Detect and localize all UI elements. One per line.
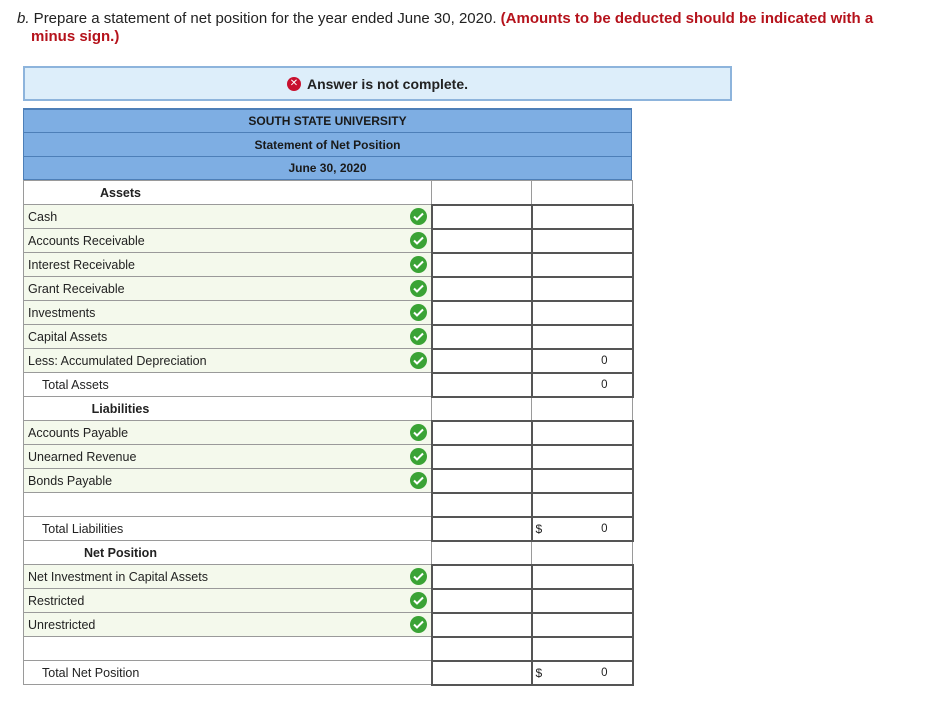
statement-row-restricted	[24, 589, 633, 613]
statement-row-total-net-position	[24, 661, 633, 685]
account-select-net-investment-in-capital-assets[interactable]	[24, 565, 432, 589]
account-label-text: Grant Receivable	[28, 281, 125, 296]
account-select-restricted[interactable]	[24, 589, 432, 613]
amount-input-col1[interactable]	[432, 565, 532, 589]
amount-input-col1[interactable]	[432, 205, 532, 229]
statement-row-net-investment-in-capital-assets	[24, 565, 633, 589]
section-heading-net-position	[24, 541, 432, 565]
check-icon	[410, 616, 427, 633]
account-select-bonds-payable[interactable]	[24, 469, 432, 493]
currency-symbol: $	[535, 521, 543, 536]
check-icon	[410, 280, 427, 297]
instruction-line-2	[17, 28, 917, 46]
section-heading-liabilities	[24, 397, 432, 421]
total-amount-cell[interactable]	[532, 517, 633, 541]
statement-row-total-liabilities	[24, 517, 633, 541]
statement-row-unrestricted	[24, 613, 633, 637]
account-select-unearned-revenue[interactable]	[24, 445, 432, 469]
statement-title: Statement of Net Position	[254, 137, 401, 152]
account-label-text: Cash	[28, 209, 58, 224]
amount-input-col2[interactable]	[532, 613, 633, 637]
amount-input-col2[interactable]	[532, 589, 633, 613]
amount-input-col2[interactable]	[532, 253, 633, 277]
amount-input-col1[interactable]	[432, 373, 532, 397]
check-icon	[410, 352, 427, 369]
statement-row-capital-assets	[24, 325, 633, 349]
account-label-text: Unearned Revenue	[28, 449, 137, 464]
check-icon	[410, 232, 427, 249]
amount-input-col1[interactable]	[432, 301, 532, 325]
total-label-total-liabilities	[24, 517, 432, 541]
amount-input-col2[interactable]	[532, 445, 633, 469]
account-label-text: Interest Receivable	[28, 257, 136, 272]
amount-input-col1[interactable]	[432, 517, 532, 541]
empty-cell	[432, 541, 532, 565]
answer-status-banner	[23, 66, 732, 101]
check-icon	[410, 424, 427, 441]
statement-org-header	[23, 108, 632, 132]
amount-input-col2[interactable]	[532, 229, 633, 253]
amount-input-col2[interactable]	[532, 277, 633, 301]
statement-row-blank	[24, 637, 633, 661]
amount-input-col1[interactable]	[432, 277, 532, 301]
statement-row-total-assets	[24, 373, 633, 397]
account-select-unrestricted[interactable]	[24, 613, 432, 637]
account-select-investments[interactable]	[24, 301, 432, 325]
account-select-capital-assets[interactable]	[24, 325, 432, 349]
empty-cell	[432, 181, 532, 205]
statement-row-less-accumulated-depreciation	[24, 349, 633, 373]
account-select-less-accumulated-depreciation[interactable]	[24, 349, 432, 373]
amount-input-col1[interactable]	[432, 661, 532, 685]
section-heading-text: Net Position	[84, 545, 157, 560]
account-label-text: Investments	[28, 305, 96, 320]
total-label-text: Total Net Position	[42, 665, 140, 680]
instruction-part-label: b.	[17, 10, 30, 27]
statement-of-net-position	[23, 108, 632, 686]
empty-cell	[532, 181, 633, 205]
statement-table	[23, 180, 634, 686]
check-icon	[410, 328, 427, 345]
amount-input-col2[interactable]	[532, 205, 633, 229]
x-circle-icon: ✕	[287, 77, 301, 91]
total-label-text: Total Assets	[42, 377, 109, 392]
section-heading-text: Liabilities	[91, 401, 150, 416]
statement-row-blank	[24, 493, 633, 517]
statement-title-header	[23, 132, 632, 156]
org-name: SOUTH STATE UNIVERSITY	[248, 114, 407, 128]
check-icon	[410, 472, 427, 489]
account-select-cash[interactable]	[24, 205, 432, 229]
statement-row-assets	[24, 181, 633, 205]
amount-value: 0	[601, 666, 608, 679]
statement-row-net-position	[24, 541, 633, 565]
total-label-text: Total Liabilities	[42, 521, 124, 536]
amount-input-col2[interactable]	[532, 349, 633, 373]
statement-date-header	[23, 156, 632, 180]
instruction-line-1	[17, 10, 917, 28]
total-label-total-assets	[24, 373, 432, 397]
amount-input-col2[interactable]	[532, 421, 633, 445]
instruction-text: Prepare a statement of net position for the year ended June 30, 2020.	[29, 10, 501, 27]
amount-input-col1[interactable]	[432, 421, 532, 445]
amount-input-col1[interactable]	[432, 469, 532, 493]
amount-input-col1[interactable]	[432, 589, 532, 613]
total-amount-cell[interactable]	[532, 373, 633, 397]
amount-value: 0	[601, 378, 608, 391]
statement-row-cash	[24, 205, 633, 229]
amount-input-col2[interactable]	[532, 301, 633, 325]
statement-row-interest-receivable	[24, 253, 633, 277]
account-label-text: Restricted	[28, 593, 85, 608]
empty-cell	[432, 397, 532, 421]
total-label-total-net-position	[24, 661, 432, 685]
section-heading-text: Assets	[100, 185, 141, 200]
amount-input-col1[interactable]	[432, 253, 532, 277]
amount-input-col1[interactable]	[432, 229, 532, 253]
empty-cell	[532, 541, 633, 565]
amount-input-col1[interactable]	[432, 637, 532, 661]
amount-input-col2[interactable]	[532, 637, 633, 661]
amount-input-col2[interactable]	[532, 493, 633, 517]
amount-value: 0	[601, 354, 608, 367]
check-icon	[410, 592, 427, 609]
answer-status-text: Answer is not complete.	[306, 75, 469, 92]
amount-input-col2[interactable]	[532, 469, 633, 493]
statement-row-accounts-receivable	[24, 229, 633, 253]
account-select-empty[interactable]	[24, 493, 432, 517]
check-icon	[410, 304, 427, 321]
instruction-note-1: (Amounts to be deducted should be indicated with a	[500, 10, 874, 27]
amount-input-col1[interactable]	[432, 445, 532, 469]
statement-date: June 30, 2020	[288, 161, 367, 175]
amount-input-col1[interactable]	[432, 349, 532, 373]
amount-input-col1[interactable]	[432, 493, 532, 517]
account-select-empty[interactable]	[24, 637, 432, 661]
instructions	[17, 10, 917, 46]
check-icon	[410, 208, 427, 225]
statement-row-investments	[24, 301, 633, 325]
account-label-text: Bonds Payable	[28, 473, 113, 488]
account-label-text: Accounts Receivable	[28, 233, 145, 248]
statement-row-grant-receivable	[24, 277, 633, 301]
account-select-interest-receivable[interactable]	[24, 253, 432, 277]
statement-row-bonds-payable	[24, 469, 633, 493]
empty-cell	[532, 397, 633, 421]
statement-row-liabilities	[24, 397, 633, 421]
account-select-accounts-receivable[interactable]	[24, 229, 432, 253]
check-icon	[410, 448, 427, 465]
statement-row-accounts-payable	[24, 421, 633, 445]
account-label-text: Unrestricted	[28, 617, 96, 632]
amount-value: 0	[601, 522, 608, 535]
section-heading-assets	[24, 181, 432, 205]
check-icon	[410, 256, 427, 273]
account-select-grant-receivable[interactable]	[24, 277, 432, 301]
statement-row-unearned-revenue	[24, 445, 633, 469]
amount-input-col1[interactable]	[432, 613, 532, 637]
currency-symbol: $	[535, 665, 543, 680]
amount-input-col2[interactable]	[532, 325, 633, 349]
account-label-text: Net Investment in Capital Assets	[28, 569, 208, 584]
amount-input-col2[interactable]	[532, 565, 633, 589]
amount-input-col1[interactable]	[432, 325, 532, 349]
instruction-note-2: minus sign.)	[31, 28, 120, 45]
account-label-text: Accounts Payable	[28, 425, 129, 440]
account-label-text: Less: Accumulated Depreciation	[28, 353, 207, 368]
account-select-accounts-payable[interactable]	[24, 421, 432, 445]
total-amount-cell[interactable]	[532, 661, 633, 685]
check-icon	[410, 568, 427, 585]
account-label-text: Capital Assets	[28, 329, 108, 344]
